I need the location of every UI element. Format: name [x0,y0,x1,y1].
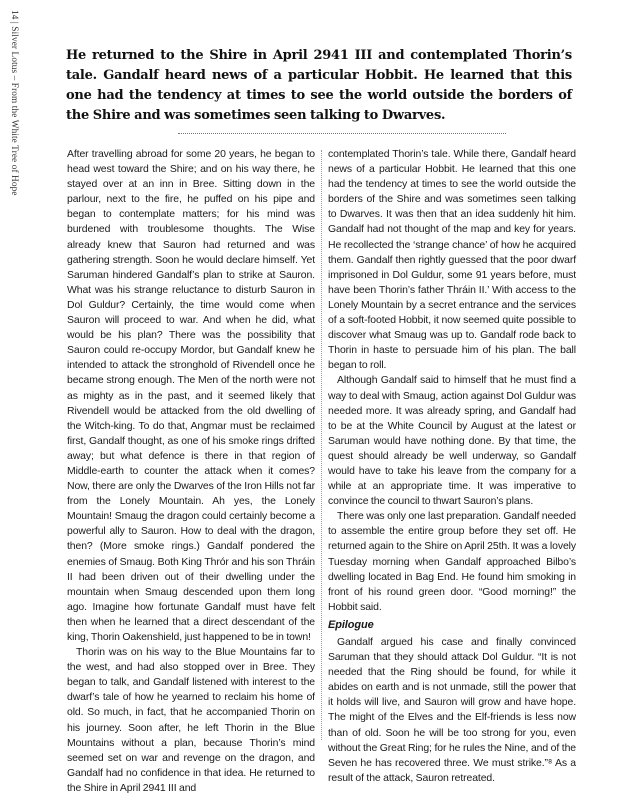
right-paragraph-1: contemplated Thorin’s tale. While there, Gandalf heard news of a particular Hobbit. He learned that this one had the tendency at times to see the world outside the borders of the Shire and was sometimes seen talking to Dwarves. It was then that an idea suddenly hit him. Gandalf had not thought of the map and key for years. He recollected the ‘strange chance’ of how he acquired them. Gandalf then rightly guessed that the poor dwarf imprisoned in Dol Guldur, some 91 years before, must have been Thorin’s father Thráin II.’ With access to the Lonely Mountain by a secret entrance and the services of a soft-footed Hobbit, it now seemed quite possible to discover what Smaug was up to. Gandalf rode back to Thorin in haste to persuade him of his plan. The ball began to roll. [328,149,576,372]
running-head [1,8,23,348]
column-divider [321,150,322,740]
right-paragraph-4: Gandalf argued his case and finally convinced Saruman that they should attack Dol Guldur. “It is not needed that the Ring should be found, for while it abides on earth and is not unmade, still the power that it holds will live, and Sauron will grow and have hope. The might of the Elves and the Elf-friends is less now than of old. Soon he will be too strong for you, even without the Great Ring; for he rules the Nine, and of the Seven he has recovered three. We must strike.”⁸ As a result of the attack, Sauron retreated. [328,637,576,784]
running-head-text: 14 | Silver Lotus – From the White Tree of Hope [9,10,19,196]
left-paragraph-1: After travelling abroad for some 20 years, he began to head west toward the Shire; and on his way there, he stayed over at an inn in Bree. Sitting down in the parlour, next to the fire, he puffed on his pipe and began to contemplate matters; for his mind was burdened with troublesome thoughts. The Wise already knew that Sauron had returned and was gathering strength. Soon he would declare himself. Yet Saruman hindered Gandalf’s plan to strike at Sauron. What was his strange reluctance to disturb Sauron in Dol Guldur? Certainly, the time would come when Sauron will proceed to war. And when he did, what would be his plan? There was the possibility that Sauron could re-occupy Mordor, but Gandalf knew he intended to attack the stronghold of Rivendell once he became strong enough. The Men of the north were not as mighty as in the past, and it seemed likely that Rivendell would be attacked from the old dwelling of the Witch-king. To do that, Angmar must be reclaimed first, Gandalf thought, as one of his smoke rings drifted away; but what defence is there in that region of Middle-earth to counter the attack when it comes? Now, there are only the Dwarves of the Iron Hills not far from the Lonely Mountain. Ah yes, the Lonely Mountain! Smaug the dragon could certainly become a powerful ally to Sauron. How to deal with the dragon, then? (More smoke rings.) Gandalf pondered the enemies of Smaug. Both King Thrór and his son Thráin II had been driven out of their dwelling under the mountain when Smaug descended upon them long ago. Imagine how fortunate Gandalf must have felt then when he learned that a direct descendant of the king, Thorin Oakenshield, just happened to be in town! [67,149,315,643]
right-paragraph-3: There was only one last preparation. Gandalf needed to assemble the entire group before they set off. He returned again to the Shire on April 25th. It was a lovely Tuesday morning when Gandalf approached Bilbo’s dwelling located in Bag End. He found him smoking in front of his round green door. “Good morning!” the Hobbit said. [328,511,576,613]
pull-quote: He returned to the Shire in April 2941 III and contemplated Thorin’s tale. Gandalf heard news of a particular Hobbit. He learned that this one had the tendency at times to see the world outside the borders of the Shire and was sometimes seen talking to Dwarves. [66,48,572,123]
left-column [67,147,315,796]
left-paragraph-2: Thorin was on his way to the Blue Mountains far to the west, and had also stopped over in Bree. They began to talk, and Gandalf listened with interest to the dwarf’s tale of how he yearned to reclaim his home of old. So much, in fact, that he accompanied Thorin on his journey. Soon after, he left Thorin in the Blue Mountains without a plan, because Thorin’s mind seemed set on war and revenge on the dragon, and Gandalf had no confidence in that idea. He returned to the Shire in April 2941 III and [67,647,315,794]
right-column [328,147,576,786]
epilogue-heading: Epilogue [328,618,374,631]
right-paragraph-2: Although Gandalf said to himself that he must find a way to deal with Smaug, action against Dol Guldur was needed more. It was already spring, and Gandalf had to be at the White Council by August at the latest or Saruman would have nothing done. By that time, the quest should already be well underway, so Gandalf would have to take his leave from the company for a while at an appropriate time. It was imperative to convince the council to thwart Sauron’s plans. [328,375,576,508]
pull-quote-dotted-rule [178,133,506,134]
